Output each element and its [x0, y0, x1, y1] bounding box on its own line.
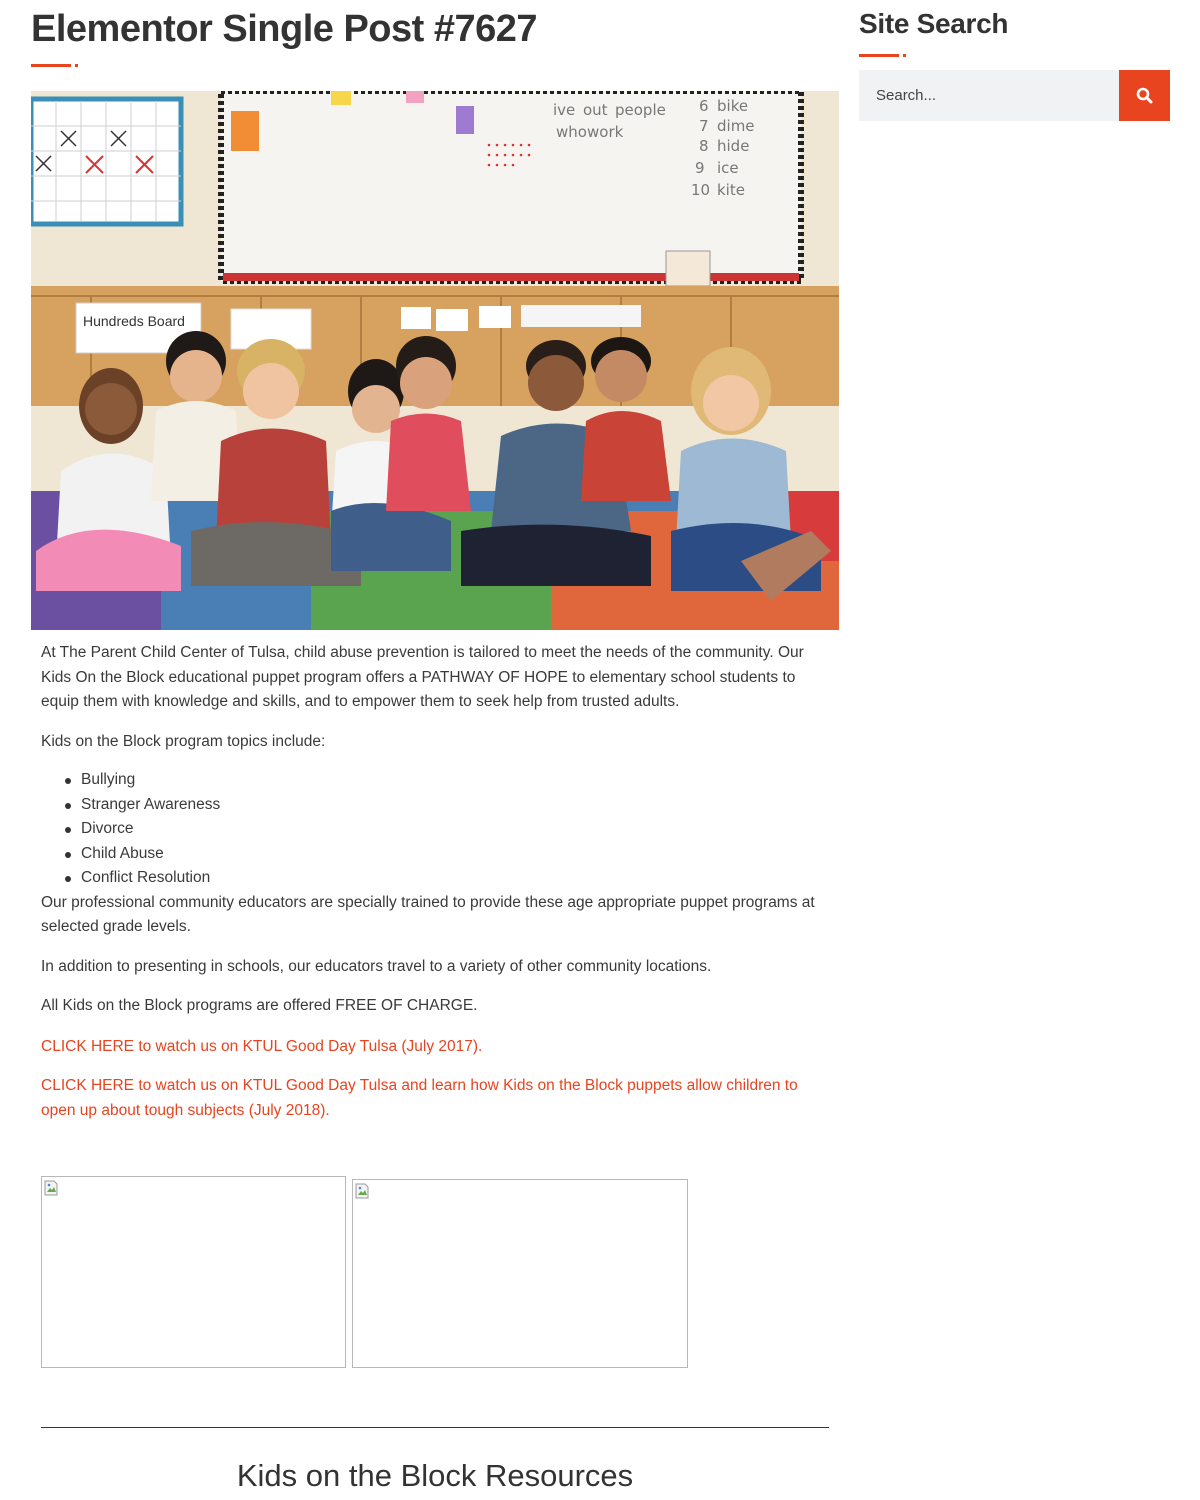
list-word-kite: kite — [717, 181, 745, 199]
ktul-2017-link[interactable]: CLICK HERE to watch us on KTUL Good Day Tulsa (July 2017). — [41, 1037, 483, 1055]
educators-paragraph: Our professional community educators are specially trained to provide these age appropriate puppet programs at selected grade levels. — [41, 893, 815, 935]
topics-list — [41, 768, 831, 891]
list-word-bike: bike — [717, 97, 749, 115]
intro-paragraph: At The Parent Child Center of Tulsa, child abuse prevention is tailored to meet the needs of the community. Our Kids On the Block educational puppet program offers a PATHWAY OF HOPE to elementary school students to equip them with knowledge and skills, and to empower them to seek help from trusted adults. — [41, 644, 804, 710]
list-number-6: 6 — [699, 97, 709, 115]
list-item: Conflict Resolution — [41, 866, 831, 891]
title-underline — [31, 64, 71, 67]
broken-image-icon — [355, 1183, 369, 1199]
title-underline-dot — [75, 64, 78, 67]
section-divider — [41, 1427, 829, 1428]
search-button[interactable] — [1119, 70, 1170, 121]
list-item: Stranger Awareness — [41, 793, 831, 818]
post-content — [41, 641, 831, 1138]
sidebar-title: Site Search — [859, 8, 1009, 39]
hundreds-board-label: Hundreds Board — [83, 313, 185, 329]
whiteboard-word-2: out — [583, 101, 608, 119]
list-number-7: 7 — [699, 117, 709, 135]
list-item: Child Abuse — [41, 842, 831, 867]
list-item: Divorce — [41, 817, 831, 842]
list-number-8: 8 — [699, 137, 709, 155]
list-number-10: 10 — [691, 181, 711, 199]
post-title: Elementor Single Post #7627 — [31, 8, 538, 50]
whiteboard-word-5: work — [587, 123, 624, 141]
whiteboard-word-4: who — [556, 123, 587, 141]
hero-image — [31, 91, 839, 630]
resources-heading: Kids on the Block Resources — [236, 1458, 634, 1493]
search-input[interactable] — [859, 70, 1119, 121]
list-word-ice: ice — [717, 159, 739, 177]
free-paragraph: All Kids on the Block programs are offered FREE OF CHARGE. — [41, 997, 478, 1014]
whiteboard-word-1: ive — [553, 101, 576, 119]
search-icon — [1136, 87, 1153, 104]
ktul-2018-link[interactable]: CLICK HERE to watch us on KTUL Good Day Tulsa and learn how Kids on the Block puppets allow children to open up about tough subjects (July 2018). — [41, 1076, 798, 1119]
sidebar-title-underline — [859, 54, 899, 57]
search-form — [859, 70, 1170, 121]
broken-image-icon — [44, 1180, 58, 1196]
list-word-hide: hide — [717, 137, 750, 155]
list-number-9: 9 — [695, 159, 705, 177]
topics-intro: Kids on the Block program topics include: — [41, 732, 326, 750]
locations-paragraph: In addition to presenting in schools, our educators travel to a variety of other community locations. — [41, 957, 712, 975]
embedded-image-2 — [352, 1179, 688, 1368]
whiteboard-word-3: people — [615, 101, 666, 119]
list-word-dime: dime — [717, 117, 755, 135]
sidebar-title-underline-dot — [903, 54, 906, 57]
list-item: Bullying — [41, 768, 831, 793]
embedded-image-1 — [41, 1176, 346, 1368]
